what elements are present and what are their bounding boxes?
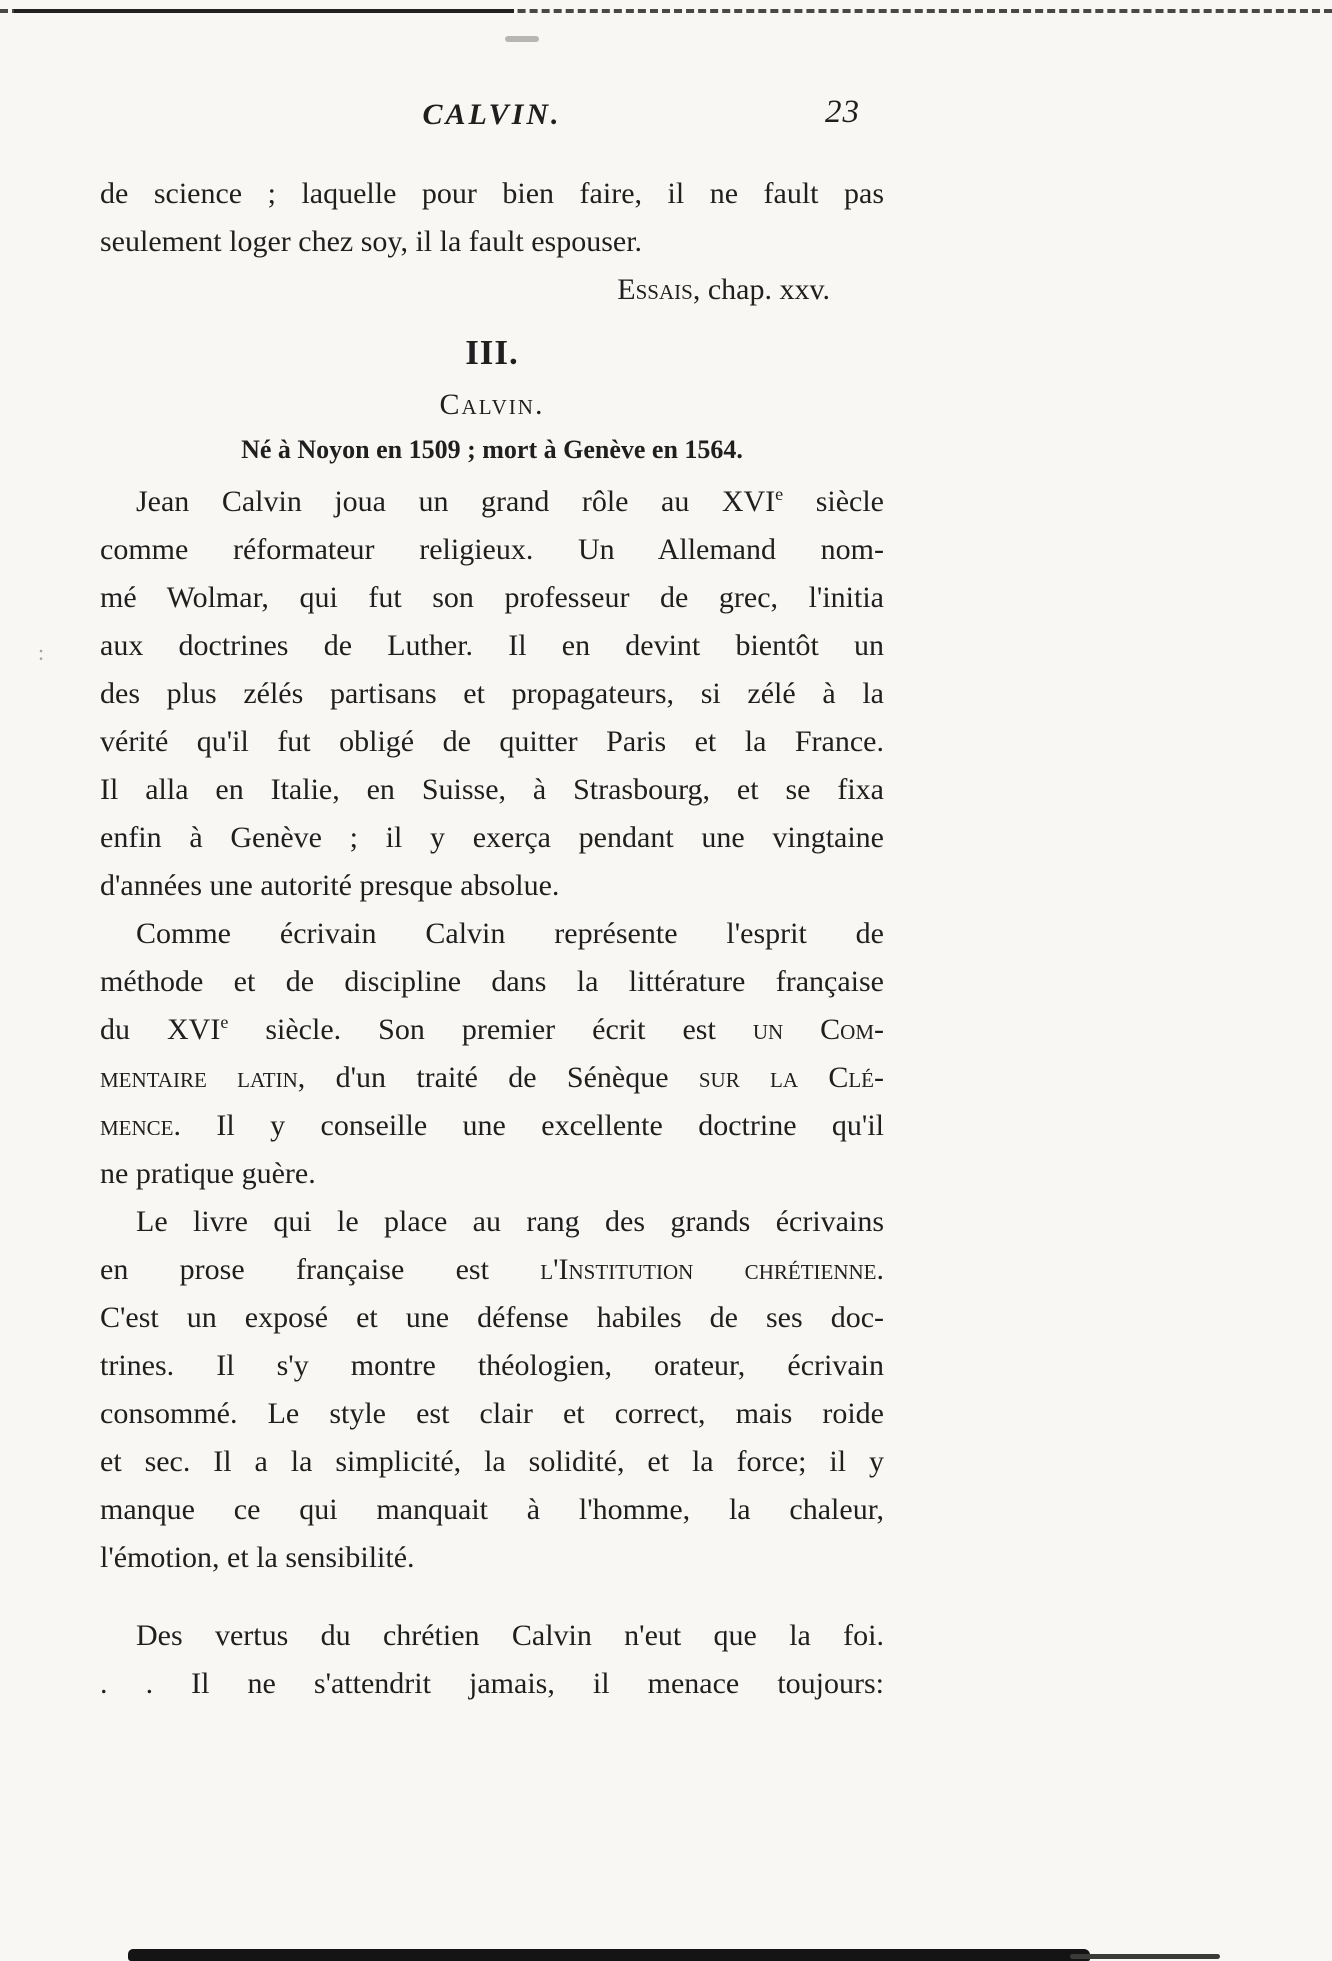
scan-artifact-speck: : <box>38 640 45 665</box>
text-line <box>100 526 884 574</box>
text-segment: Le livre qui le place au rang des grands écrivains <box>136 1205 884 1238</box>
paragraph <box>100 1198 884 1582</box>
text-line <box>100 478 884 526</box>
superscript-text: e <box>220 1012 229 1032</box>
text-line <box>100 718 884 766</box>
text-line <box>100 1246 884 1294</box>
text-line <box>100 574 884 622</box>
text-segment: . . Il ne s'attendrit jamais, il menace toujours: <box>100 1667 884 1700</box>
running-header <box>100 94 884 144</box>
paragraph <box>100 478 884 910</box>
scan-artifact-bottom-right <box>1070 1954 1220 1959</box>
text-line <box>100 1660 884 1708</box>
text-line <box>100 910 884 958</box>
text-segment: Jean Calvin joua un grand rôle au XVI <box>136 485 776 518</box>
section-numeral: III. <box>465 333 519 372</box>
section-subtitle: Né à Noyon en 1509 ; mort à Genève en 1564. <box>241 435 743 464</box>
text-segment: d'un traité de Sénèque <box>305 1061 699 1094</box>
text-segment: siècle. Son premier écrit est <box>228 1013 753 1046</box>
running-header-title: CALVIN. <box>422 98 562 131</box>
quote-attribution-chapter: , chap. xxv. <box>692 273 830 306</box>
text-segment: vérité qu'il fut obligé de quitter Paris et la France. <box>100 725 884 758</box>
text-line <box>100 814 884 862</box>
text-segment: consommé. Le style est clair et correct, mais roide <box>100 1397 884 1430</box>
text-line <box>100 1534 884 1582</box>
text-segment: en prose française est <box>100 1253 541 1286</box>
text-line <box>100 1438 884 1486</box>
text-line <box>100 766 884 814</box>
text-line <box>100 1390 884 1438</box>
text-line <box>100 1486 884 1534</box>
body-text <box>100 478 884 1708</box>
scan-artifact-smudge <box>505 36 539 42</box>
text-segment: aux doctrines de Luther. Il en devint bientôt un <box>100 629 884 662</box>
quote-line: de science ; laquelle pour bien faire, il ne fault pas <box>100 177 884 210</box>
smallcaps-text: un Com- <box>752 1013 884 1046</box>
section-heading <box>100 330 884 470</box>
text-line <box>100 1198 884 1246</box>
text-line <box>100 1054 884 1102</box>
text-segment: manque ce qui manquait à l'homme, la chaleur, <box>100 1493 884 1526</box>
text-segment: Comme écrivain Calvin représente l'esprit de <box>136 917 884 950</box>
quote-attribution <box>100 266 884 314</box>
quote-block <box>100 170 884 314</box>
smallcaps-text: l'Institution chrétienne. <box>540 1253 884 1286</box>
text-segment: siècle <box>783 485 884 518</box>
scan-artifact-bottom-bar <box>128 1949 1090 1961</box>
text-segment: l'émotion, et la sensibilité. <box>100 1541 415 1574</box>
text-segment: ne pratique guère. <box>100 1157 316 1190</box>
smallcaps-text: mence. <box>100 1109 181 1142</box>
page-number: 23 <box>825 94 860 130</box>
smallcaps-text: sur la Clé- <box>698 1061 884 1094</box>
text-segment: d'années une autorité presque absolue. <box>100 869 560 902</box>
text-segment: méthode et de discipline dans la littérature française <box>100 965 884 998</box>
text-line <box>100 1612 884 1660</box>
text-segment: comme réformateur religieux. Un Allemand nom- <box>100 533 884 566</box>
scan-artifact-top-solid <box>14 9 514 13</box>
text-line <box>100 1102 884 1150</box>
text-segment: C'est un exposé et une défense habiles de ses doc- <box>100 1301 884 1334</box>
text-segment: Il alla en Italie, en Suisse, à Strasbourg, et se fixa <box>100 773 884 806</box>
paragraph <box>100 1612 884 1708</box>
text-segment: du XVI <box>100 1013 221 1046</box>
text-segment: enfin à Genève ; il y exerça pendant une vingtaine <box>100 821 884 854</box>
text-line <box>100 1006 884 1054</box>
text-line <box>100 622 884 670</box>
text-line <box>100 1294 884 1342</box>
text-segment: Des vertus du chrétien Calvin n'eut que la foi. <box>136 1619 884 1652</box>
section-title: Calvin. <box>439 388 545 421</box>
text-line <box>100 958 884 1006</box>
text-line <box>100 670 884 718</box>
text-line <box>100 1150 884 1198</box>
smallcaps-text: mentaire latin, <box>100 1061 306 1094</box>
text-segment: mé Wolmar, qui fut son professeur de grec, l'initia <box>100 581 884 614</box>
text-segment: trines. Il s'y montre théologien, orateur, écrivain <box>100 1349 884 1382</box>
text-segment: et sec. Il a la simplicité, la solidité, et la force; il y <box>100 1445 884 1478</box>
text-line <box>100 1342 884 1390</box>
quote-line: seulement loger chez soy, il la fault espouser. <box>100 225 643 258</box>
text-line <box>100 862 884 910</box>
text-segment: des plus zélés partisans et propagateurs, si zélé à la <box>100 677 884 710</box>
quote-attribution-work: Essais <box>617 273 693 306</box>
text-segment: Il y conseille une excellente doctrine qu'il <box>181 1109 884 1142</box>
page-content <box>100 94 884 1708</box>
paragraph <box>100 910 884 1198</box>
superscript-text: e <box>775 484 784 504</box>
